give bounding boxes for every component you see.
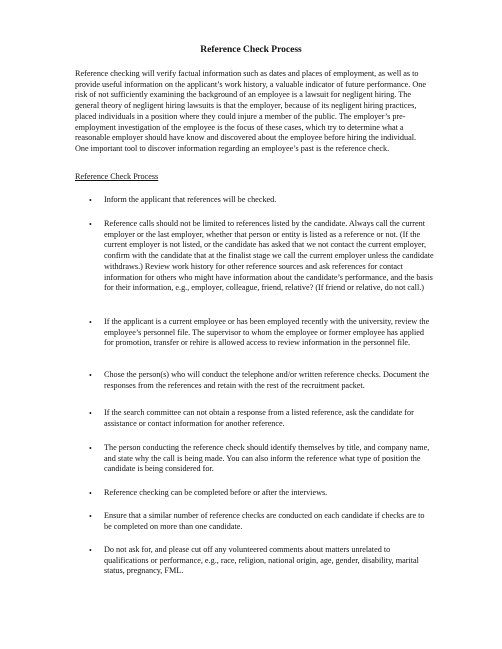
list-item-text: Ensure that a similar number of reference checks are conducted on each candidate if checks are to be completed on more than one candidate. <box>104 511 425 531</box>
bullet-icon: • <box>89 444 92 453</box>
bullet-icon: • <box>89 318 92 327</box>
list-item-text: Reference calls should not be limited to references listed by the candidate. Always call the current employer or the last employer, whether that person or entity is listed as a reference or not. (If the current employer is not listed, or the candidate has asked that we not contact the current employer, confirm with the candidate that at the finalist stage we call the current employer unless the candidate withdraws.) Review work history for other reference sources and ask references for contact information for others who might have information about the candidate’s performance, and the basis for their information, e.g., employer, colleague, friend, relative? (If friend or relative, do not call.) <box>104 219 434 293</box>
section-heading: Reference Check Process <box>75 172 159 181</box>
list-item-text: If the search committee can not obtain a response from a listed reference, ask the candidate for assistance or contact information for another reference. <box>104 408 414 428</box>
intro-paragraph: Reference checking will verify factual information such as dates and places of employment, as well as to provide useful information on the applicant’s work history, a valuable indicator of future performance. One risk of not sufficiently examining the background of an employee is a lawsuit for negligent hiring. The general theory of negligent hiring lawsuits is that the employer, because of its negligent hiring practices, placed individuals in a position where they could injure a member of the public. The employer’s pre-employment investigation of the employee is the focus of these cases, which try to determine what a reasonable employer should have know and discovered about the employee before hiring the individual. One important tool to discover information regarding an employee’s past is the reference check. <box>75 69 426 153</box>
list-item-text: Reference checking can be completed before or after the interviews. <box>104 488 328 497</box>
list-item-text: The person conducting the reference check should identify themselves by title, and company name, and state why the call is being made. You can also inform the reference what type of position the candidate is being considered for. <box>104 443 430 474</box>
bullet-icon: • <box>89 409 92 418</box>
bullet-icon: • <box>89 512 92 521</box>
bullet-icon: • <box>89 489 92 498</box>
bullet-icon: • <box>89 546 92 555</box>
bullet-icon: • <box>89 196 92 205</box>
bullet-icon: • <box>89 371 92 380</box>
list-item-text: Do not ask for, and please cut off any volunteered comments about matters unrelated to qualifications or performance, e.g., race, religion, national origin, age, gender, disability, marital status, pregnancy, FML. <box>104 545 419 576</box>
bullet-icon: • <box>89 220 92 229</box>
document-title: Reference Check Process <box>200 45 302 55</box>
list-item-text: If the applicant is a current employee or has been employed recently with the university, review the employee’s personnel file. The supervisor to whom the employee or former employee has applied for promotion, transfer or rehire is allowed access to review information in the personnel file. <box>104 317 430 348</box>
list-item-text: Chose the person(s) who will conduct the telephone and/or written reference checks. Document the responses from the references and retain with the rest of the recruitment packet. <box>104 370 430 390</box>
list-item-text: Inform the applicant that references will be checked. <box>104 195 277 204</box>
